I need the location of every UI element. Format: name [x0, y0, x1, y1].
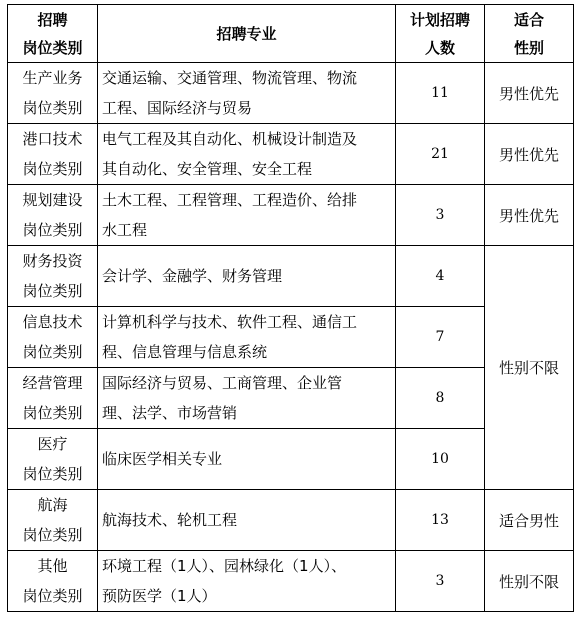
header-major: 招聘专业: [98, 5, 396, 63]
major-cell: 临床医学相关专业: [98, 429, 396, 490]
count-cell: 8: [396, 368, 485, 429]
header-gender: 适合 性别: [485, 5, 574, 63]
category-cell: 其他 岗位类别: [8, 551, 98, 612]
count-cell: 3: [396, 185, 485, 246]
table-row: [8, 490, 574, 551]
count-cell: 11: [396, 63, 485, 124]
header-category: 招聘 岗位类别: [8, 5, 98, 63]
category-cell: 生产业务 岗位类别: [8, 63, 98, 124]
major-cell: 环境工程（1人）、园林绿化（1人）、 预防医学（1人）: [98, 551, 396, 612]
gender-cell: 男性优先: [485, 124, 574, 185]
major-cell: 航海技术、轮机工程: [98, 490, 396, 551]
gender-cell: 男性优先: [485, 63, 574, 124]
count-cell: 3: [396, 551, 485, 612]
category-cell: 财务投资 岗位类别: [8, 246, 98, 307]
gender-cell: 适合男性: [485, 490, 574, 551]
gender-cell: 性别不限: [485, 246, 574, 490]
category-cell: 经营管理 岗位类别: [8, 368, 98, 429]
category-cell: 规划建设 岗位类别: [8, 185, 98, 246]
count-cell: 4: [396, 246, 485, 307]
count-cell: 7: [396, 307, 485, 368]
gender-cell: 性别不限: [485, 551, 574, 612]
table-row: [8, 124, 574, 185]
count-cell: 10: [396, 429, 485, 490]
header-row: [8, 5, 574, 63]
header-count: 计划招聘 人数: [396, 5, 485, 63]
count-cell: 13: [396, 490, 485, 551]
category-cell: 港口技术 岗位类别: [8, 124, 98, 185]
gender-cell: 男性优先: [485, 185, 574, 246]
table-row: [8, 551, 574, 612]
major-cell: 土木工程、工程管理、工程造价、给排 水工程: [98, 185, 396, 246]
recruitment-table: [7, 4, 574, 612]
major-cell: 交通运输、交通管理、物流管理、物流 工程、国际经济与贸易: [98, 63, 396, 124]
table-row: [8, 246, 574, 307]
category-cell: 航海 岗位类别: [8, 490, 98, 551]
category-cell: 医疗 岗位类别: [8, 429, 98, 490]
major-cell: 国际经济与贸易、工商管理、企业管 理、法学、市场营销: [98, 368, 396, 429]
category-cell: 信息技术 岗位类别: [8, 307, 98, 368]
table-row: [8, 185, 574, 246]
count-cell: 21: [396, 124, 485, 185]
major-cell: 会计学、金融学、财务管理: [98, 246, 396, 307]
major-cell: 计算机科学与技术、软件工程、通信工 程、信息管理与信息系统: [98, 307, 396, 368]
table-row: [8, 63, 574, 124]
major-cell: 电气工程及其自动化、机械设计制造及 其自动化、安全管理、安全工程: [98, 124, 396, 185]
